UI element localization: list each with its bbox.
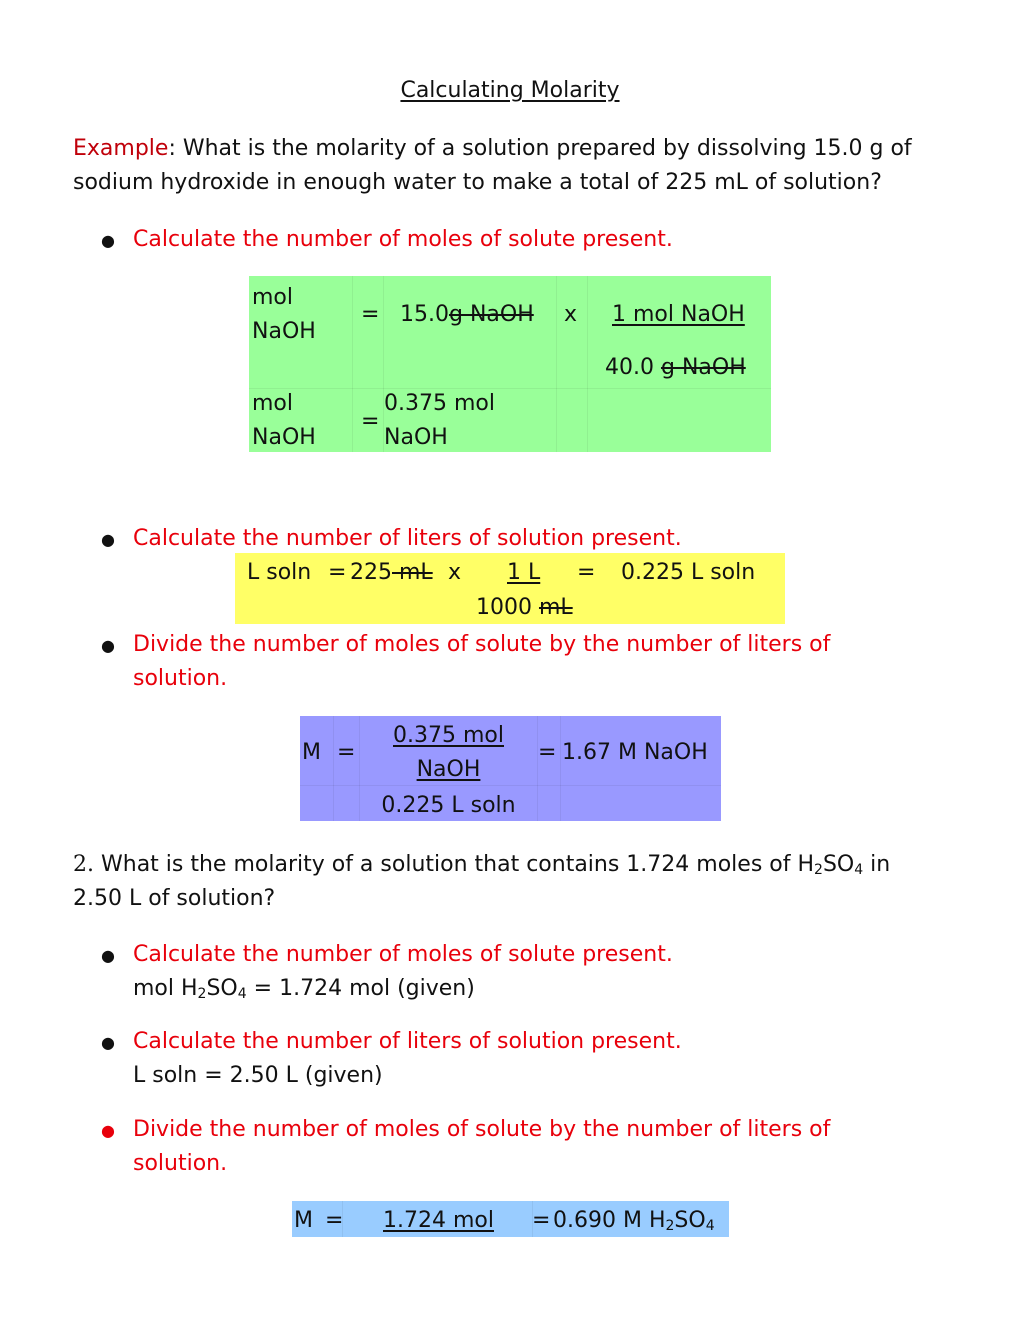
q2-step3-instruction-line2: solution. xyxy=(133,1151,228,1176)
example-text-1: : What is the molarity of a solution prepared by dissolving 15.0 g of xyxy=(168,136,912,161)
step1-denom-value: 40.0 xyxy=(605,355,661,380)
page-title: Calculating Molarity xyxy=(400,78,620,103)
q2-equals-2: = xyxy=(532,1208,551,1233)
step2-denom-unit: mL xyxy=(538,595,573,620)
q2-result xyxy=(553,1208,715,1234)
example-question-line1 xyxy=(73,136,912,161)
step1-conversion-denominator xyxy=(605,355,746,380)
question2-line2: 2.50 L of solution? xyxy=(73,886,276,911)
step1-instruction: Calculate the number of moles of solute present. xyxy=(133,227,673,252)
step2-result: 0.225 L soln xyxy=(621,560,756,585)
question2-sub-4: 4 xyxy=(854,862,864,878)
step3-instruction-line1: Divide the number of moles of solute by the number of liters of xyxy=(133,632,831,657)
example-label: Example xyxy=(73,136,169,161)
step2-given-unit: mL xyxy=(392,560,433,585)
q2-step2-instruction: Calculate the number of liters of solution present. xyxy=(133,1029,682,1054)
question2-text-a: What is the molarity of a solution that contains 1.724 moles of H xyxy=(94,852,815,877)
step3-denominator: 0.225 L soln xyxy=(381,793,516,818)
q2-step1-detail-c: = 1.724 mol (given) xyxy=(246,976,475,1001)
step3-equals-2: = xyxy=(538,740,557,765)
step1-row1-lhs-a: mol xyxy=(252,285,294,310)
step3-lhs: M xyxy=(302,740,321,765)
q2-step1-detail-a: mol H xyxy=(133,976,198,1001)
q2-result-b: SO xyxy=(674,1208,706,1233)
q2-step2-detail: L soln = 2.50 L (given) xyxy=(133,1063,383,1088)
step2-equals: = xyxy=(328,560,347,585)
step2-instruction: Calculate the number of liters of solution present. xyxy=(133,526,682,551)
step2-conversion-denominator xyxy=(476,595,573,620)
q2-result-sub-4: 4 xyxy=(705,1218,715,1234)
q2-step1-sub-2: 2 xyxy=(197,986,207,1002)
q2-equals: = xyxy=(325,1208,344,1233)
step1-given-value: 15.0 xyxy=(400,302,449,327)
step1-row1-lhs-b: NaOH xyxy=(252,319,316,344)
step1-row1-equals: = xyxy=(361,302,380,327)
step2-equals-2: = xyxy=(577,560,596,585)
step2-lhs: L soln xyxy=(247,560,312,585)
q2-step1-instruction: Calculate the number of moles of solute present. xyxy=(133,942,673,967)
step2-denom-value: 1000 xyxy=(476,595,539,620)
step3-result: 1.67 M NaOH xyxy=(562,740,708,765)
step2-given-value: 225 xyxy=(350,560,392,585)
step1-row2-equals: = xyxy=(361,409,380,434)
q2-result-a: 0.690 M H xyxy=(553,1208,666,1233)
step1-conversion-numerator: 1 mol NaOH xyxy=(612,302,745,327)
question2-line1 xyxy=(73,852,890,878)
step1-calculation-box xyxy=(249,276,771,452)
q2-lhs: M xyxy=(294,1208,313,1233)
question2-text-b: SO xyxy=(822,852,855,877)
step1-row2-result-a: 0.375 mol xyxy=(384,391,495,416)
step3-numerator-a: 0.375 mol xyxy=(393,723,504,748)
step2-times: x xyxy=(448,560,462,585)
q2-result-sub-2: 2 xyxy=(665,1218,675,1234)
bullet-dot: ● xyxy=(101,1121,115,1140)
bullet-dot: ● xyxy=(101,946,115,965)
step2-conversion-numerator: 1 L xyxy=(507,560,541,585)
q2-step1-detail xyxy=(133,976,475,1002)
step2-calculation-box xyxy=(235,553,785,624)
question2-sub-2: 2 xyxy=(814,862,823,878)
step1-row2-lhs-b: NaOH xyxy=(252,425,316,450)
step3-equals: = xyxy=(337,740,356,765)
q2-numerator: 1.724 mol xyxy=(383,1208,494,1233)
bullet-dot: ● xyxy=(101,636,115,655)
step1-denom-unit: g NaOH xyxy=(660,355,746,380)
step3-instruction-line2: solution. xyxy=(133,666,228,691)
bullet-dot: ● xyxy=(101,530,115,549)
bullet-dot: ● xyxy=(101,231,115,250)
q2-step1-sub-4: 4 xyxy=(237,986,247,1002)
example-question-line2: sodium hydroxide in enough water to make a total of 225 mL of solution? xyxy=(73,170,882,195)
step1-given-unit: g NaOH xyxy=(448,302,534,327)
step1-row2-result-b: NaOH xyxy=(384,425,448,450)
step3-numerator-b: NaOH xyxy=(416,757,481,782)
step1-row1-given xyxy=(400,302,534,327)
step1-row2-lhs-a: mol xyxy=(252,391,294,416)
q2-calculation-box xyxy=(292,1201,729,1237)
q2-step1-detail-b: SO xyxy=(206,976,238,1001)
step2-given xyxy=(350,560,433,585)
question2-text-c: in xyxy=(863,852,891,877)
step1-row1-times: x xyxy=(564,302,578,327)
step3-calculation-box xyxy=(300,716,721,821)
bullet-dot: ● xyxy=(101,1033,115,1052)
q2-step3-instruction-line1: Divide the number of moles of solute by the number of liters of xyxy=(133,1117,831,1142)
question2-number: 2. xyxy=(73,852,94,877)
